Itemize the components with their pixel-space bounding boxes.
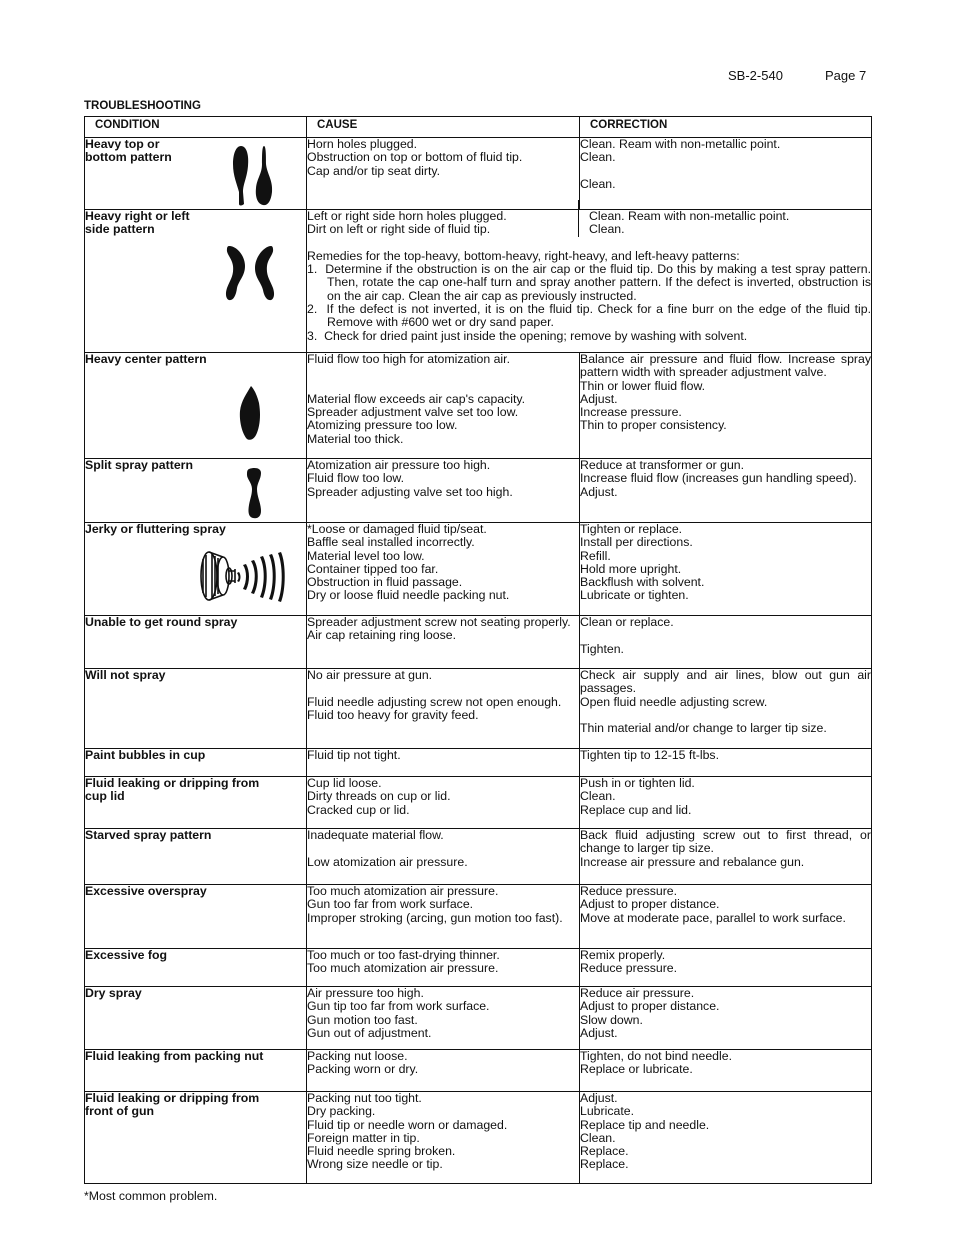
condition-cell (85, 987, 307, 1050)
correction-line: Reduce pressure. (580, 884, 678, 898)
correction-line: Slow down. (580, 1012, 643, 1027)
cause-line: Too much or too fast-drying thinner. (307, 948, 500, 962)
correction-line: Reduce at transformer or gun. (580, 458, 745, 472)
table-row (85, 949, 872, 987)
cause-cell (307, 949, 580, 987)
cause-line (307, 842, 579, 855)
correction-line: Adjust. (580, 484, 618, 499)
cause-line: Air pressure too high. (307, 986, 424, 1000)
cause-cell (307, 459, 580, 523)
correction-line: Adjust. (580, 391, 618, 406)
condition-cell (85, 353, 307, 459)
correction-line: Lubricate or tighten. (580, 588, 689, 603)
correction-line: Clean. (580, 176, 616, 191)
cause-cell (307, 749, 580, 777)
table-row (85, 138, 872, 210)
cause-line: Spreader adjusting valve set too high. (307, 484, 513, 499)
table-row (85, 353, 872, 459)
cause-cell (307, 669, 580, 749)
table-row (85, 669, 872, 749)
cause-line: Gun too far from work surface. (307, 897, 474, 912)
correction-line: Increase fluid flow (increases gun handling speed). (580, 471, 857, 486)
condition-label: Paint bubbles in cup (85, 748, 206, 762)
cause-line: Fluid flow too low. (307, 471, 405, 486)
table-row (85, 1092, 872, 1184)
correction-cell (580, 949, 872, 987)
cause-cell (307, 210, 578, 237)
cause-line: Gun motion too fast. (307, 1012, 418, 1027)
cause-line: Atomizing pressure too low. (307, 418, 458, 433)
cause-cell (307, 616, 580, 669)
cause-line: Air cap retaining ring loose. (307, 628, 457, 643)
correction-line: Back fluid adjusting screw out to first thread, or change to larger tip size. (580, 828, 875, 856)
correction-line: Increase air pressure and rebalance gun. (580, 854, 805, 869)
left-right-heavy-pattern-icon (225, 244, 275, 305)
correction-line: Thin material and/or change to larger tip size. (580, 721, 827, 736)
correction-line: Thin to proper consistency. (580, 418, 727, 433)
correction-line: Install per directions. (580, 535, 693, 550)
section-title: TROUBLESHOOTING (84, 100, 201, 112)
condition-cell (85, 885, 307, 949)
cause-line: Too much atomization air pressure. (307, 961, 499, 976)
condition-label: Excessive overspray (85, 884, 207, 898)
troubleshooting-table (84, 116, 875, 1184)
cause-line: Packing nut loose. (307, 1049, 408, 1063)
correction-line: Clean. Ream with non-metallic point. (580, 137, 781, 151)
table-row (85, 829, 872, 885)
correction-cell (580, 777, 872, 829)
document-id: SB-2-540 (728, 68, 783, 83)
correction-line: Remix properly. (580, 948, 666, 962)
condition-label: Unable to get round spray (85, 615, 238, 629)
cause-line: Packing worn or dry. (307, 1062, 419, 1077)
fluttering-spray-icon (197, 549, 287, 606)
correction-line: Refill. (580, 548, 611, 563)
cause-line: Material too thick. (307, 431, 404, 446)
condition-label: Fluid leaking from packing nut (85, 1049, 264, 1063)
correction-line: Replace. (580, 1144, 629, 1159)
condition-cell (85, 459, 307, 523)
correction-cell (580, 749, 872, 777)
table-row (85, 777, 872, 829)
correction-cell (580, 352, 875, 459)
cause-line: *Loose or damaged fluid tip/seat. (307, 522, 487, 536)
cause-cell (307, 523, 580, 616)
footnote: *Most common problem. (84, 1189, 218, 1203)
column-header-correction: CORRECTION (580, 117, 872, 138)
cause-line: Gun tip too far from work surface. (307, 999, 490, 1014)
cause-cell (307, 987, 580, 1050)
cause-line: Dirt on left or right side of fluid tip. (307, 222, 491, 237)
correction-line: Clean. Ream with non-metallic point. (589, 209, 790, 223)
cause-line: Spreader adjustment screw not seating properly. (307, 615, 571, 629)
remedy-item: 1. Determine if the obstruction is on the air cap or the fluid tip. Do this by making a test spray pattern. Then, rotate the cap one-half turn and spray another pattern. If the defect is inverted, obstruction is on the air cap. Clean the air cap as previously instructed. (307, 262, 871, 303)
cause-line: Improper stroking (arcing, gun motion too fast). (307, 910, 563, 925)
heavy-center-pattern-icon (237, 385, 263, 444)
correction-line: Lubricate. (580, 1104, 635, 1119)
cause-cell (307, 1050, 580, 1092)
correction-line: Clean. (580, 150, 616, 165)
cause-line: Horn holes plugged. (307, 137, 418, 151)
table-row (85, 1050, 872, 1092)
condition-cell (85, 669, 307, 749)
cause-line: Low atomization air pressure. (307, 854, 468, 869)
cause-line: Dirty threads on cup or lid. (307, 789, 451, 804)
correction-line: Backflush with solvent. (580, 575, 705, 590)
remedies-list (307, 263, 871, 343)
cause-line: Dry packing. (307, 1104, 376, 1119)
table-row (85, 749, 872, 777)
correction-line: Check air supply and air lines, blow out gun air passages. (580, 668, 875, 696)
condition-cell (85, 523, 307, 616)
cause-line: Cup lid loose. (307, 776, 382, 790)
correction-line: Reduce pressure. (580, 961, 678, 976)
cause-line: Container tipped too far. (307, 561, 439, 576)
correction-line: Clean or replace. (580, 615, 674, 629)
correction-line: Adjust to proper distance. (580, 999, 720, 1014)
correction-line: Adjust. (580, 1091, 618, 1105)
cause-line: Dry or loose fluid needle packing nut. (307, 588, 510, 603)
correction-line: Adjust. (580, 1025, 618, 1040)
condition-label: Starved spray pattern (85, 828, 212, 842)
correction-line: Clean. (589, 222, 625, 237)
correction-line: Tighten, do not bind needle. (580, 1049, 733, 1063)
correction-line: Tighten tip to 12-15 ft-lbs. (580, 748, 719, 762)
cause-line: Fluid needle adjusting screw not open enough. (307, 694, 562, 709)
condition-cell (85, 1050, 307, 1092)
correction-cell (580, 828, 875, 885)
condition-label: Dry spray (85, 986, 142, 1000)
condition-label: Heavy right or left side pattern (85, 209, 190, 237)
cause-line: Atomization air pressure too high. (307, 458, 491, 472)
cause-line: Material flow exceeds air cap's capacity. (307, 391, 526, 406)
cause-line: No air pressure at gun. (307, 668, 433, 682)
condition-label: Will not spray (85, 668, 166, 682)
correction-line: Open fluid needle adjusting screw. (580, 694, 768, 709)
condition-label: Heavy top or bottom pattern (85, 137, 172, 165)
correction-line: Replace cup and lid. (580, 802, 692, 817)
cause-cell (307, 353, 580, 459)
split-pattern-icon (245, 467, 265, 522)
correction-line (580, 165, 871, 178)
table-row (85, 885, 872, 949)
correction-line: Push in or tighten lid. (580, 776, 695, 790)
correction-line: Clean. (580, 789, 616, 804)
condition-label: Heavy center pattern (85, 352, 207, 366)
page-number: Page 7 (825, 68, 867, 83)
cause-line: Inadequate material flow. (307, 828, 444, 842)
cause-line: Gun out of adjustment. (307, 1025, 432, 1040)
cause-line: Packing nut too tight. (307, 1091, 422, 1105)
condition-cell (85, 949, 307, 987)
cause-line: Too much atomization air pressure. (307, 884, 499, 898)
column-header-condition: CONDITION (85, 117, 307, 138)
cause-cell (307, 777, 580, 829)
cause-line: Foreign matter in tip. (307, 1130, 420, 1145)
correction-cell (580, 138, 872, 210)
cause-line: Fluid tip or needle worn or damaged. (307, 1117, 508, 1132)
correction-line: Tighten. (580, 641, 624, 656)
correction-cell (580, 668, 875, 749)
correction-cell (580, 616, 872, 669)
cause-line (307, 682, 579, 695)
condition-cell (85, 1092, 307, 1184)
cause-cell (307, 885, 580, 949)
correction-line: Adjust to proper distance. (580, 897, 720, 912)
correction-line: Move at moderate pace, parallel to work surface. (580, 910, 846, 925)
table-row (85, 523, 872, 616)
correction-line: Thin or lower fluid flow. (580, 378, 706, 393)
top-bottom-heavy-pattern-icon (231, 144, 275, 209)
cause-line: Fluid flow too high for atomization air. (307, 352, 511, 366)
correction-line: Hold more upright. (580, 561, 682, 576)
condition-label: Split spray pattern (85, 458, 193, 472)
remedy-cell (307, 210, 872, 353)
table-row (85, 987, 872, 1050)
condition-cell (85, 616, 307, 669)
cause-line: Wrong size needle or tip. (307, 1157, 443, 1172)
cause-line: Cap and/or tip seat dirty. (307, 163, 441, 178)
condition-label: Jerky or fluttering spray (85, 522, 226, 536)
correction-cell (580, 1092, 872, 1184)
table-header-row (85, 117, 872, 138)
correction-cell (580, 523, 872, 616)
table-row (85, 210, 872, 353)
correction-line: Replace. (580, 1157, 629, 1172)
correction-line: Balance air pressure and fluid flow. Increase spray pattern width with spreader adjustment valve. (580, 352, 875, 380)
correction-line: Reduce air pressure. (580, 986, 695, 1000)
cause-line (307, 380, 579, 393)
cause-line: Material level too low. (307, 548, 425, 563)
cause-line: Cracked cup or lid. (307, 802, 410, 817)
correction-line (580, 629, 871, 642)
remedies-intro: Remedies for the top-heavy, bottom-heavy, right-heavy, and left-heavy patterns: (307, 248, 740, 263)
remedy-item: 3. Check for dried paint just inside the opening; remove by washing with solvent. (307, 328, 748, 343)
cause-line: Obstruction in fluid passage. (307, 575, 463, 590)
correction-line: Increase pressure. (580, 405, 682, 420)
correction-line: Replace tip and needle. (580, 1117, 710, 1132)
condition-cell (85, 777, 307, 829)
cause-line (307, 366, 579, 379)
condition-cell (85, 829, 307, 885)
correction-cell (580, 1050, 872, 1092)
cause-cell (307, 138, 580, 210)
condition-cell (85, 138, 307, 210)
cause-line: Obstruction on top or bottom of fluid tip. (307, 150, 523, 165)
correction-line: Clean. (580, 1130, 616, 1145)
cause-line: Baffle seal installed incorrectly. (307, 535, 475, 550)
cause-cell (307, 829, 580, 885)
cause-line: Spreader adjustment valve set too low. (307, 405, 519, 420)
cause-line: Fluid too heavy for gravity feed. (307, 707, 479, 722)
cause-line: Left or right side horn holes plugged. (307, 209, 507, 223)
condition-cell (85, 749, 307, 777)
correction-line: Tighten or replace. (580, 522, 683, 536)
correction-cell (580, 987, 872, 1050)
correction-line (580, 709, 871, 722)
correction-cell (580, 885, 872, 949)
remedy-item: 2. If the defect is not inverted, it is on the fluid tip. Check for a fine burr on the edge of the fluid tip. Remove with #600 wet or dry sand paper. (307, 302, 871, 330)
cause-cell (307, 1092, 580, 1184)
correction-line: Replace or lubricate. (580, 1062, 693, 1077)
condition-label: Excessive fog (85, 948, 168, 962)
condition-label: Fluid leaking or dripping from cup lid (85, 776, 260, 804)
cause-line: Fluid needle spring broken. (307, 1144, 456, 1159)
column-header-cause: CAUSE (307, 117, 580, 138)
table-row (85, 459, 872, 523)
correction-cell (580, 459, 872, 523)
cause-line: Fluid tip not tight. (307, 748, 401, 762)
condition-label: Fluid leaking or dripping from front of gun (85, 1091, 260, 1119)
condition-cell (85, 210, 307, 353)
correction-cell (578, 200, 871, 237)
table-row (85, 616, 872, 669)
